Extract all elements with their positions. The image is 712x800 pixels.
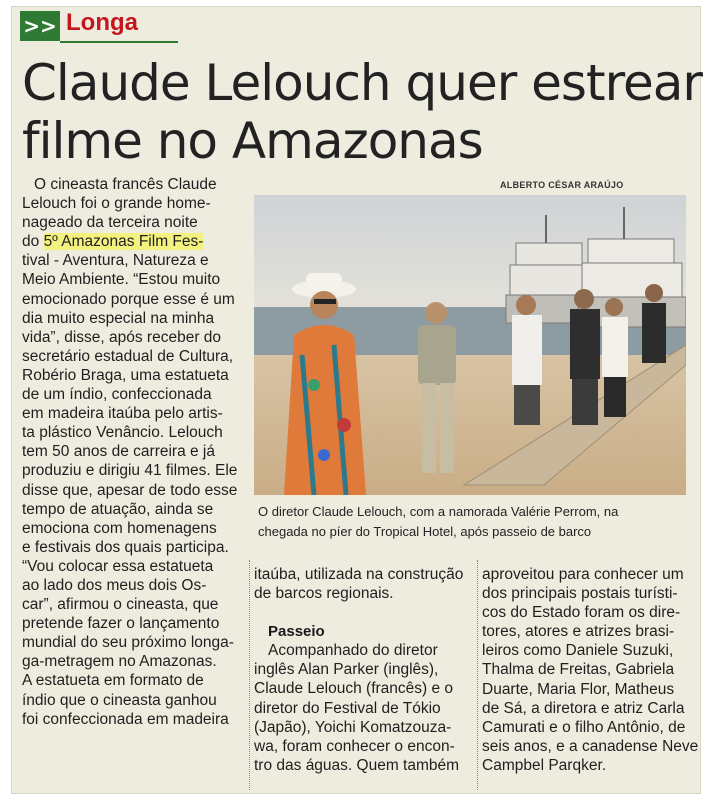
body-line: wa, foram conhecer o encon-	[254, 737, 455, 755]
body-line: cos do Estado foram os dire-	[482, 604, 681, 622]
body-line: Acompanhado do diretor	[268, 642, 438, 660]
headline-line-2: filme no Amazonas	[22, 112, 483, 170]
body-line: e festivais dos quais participa.	[22, 538, 229, 556]
body-line: tro das águas. Quem também	[254, 756, 460, 774]
photo-illustration	[254, 195, 686, 495]
body-line: índio que o cineasta ganhou	[22, 691, 217, 709]
body-line: Thalma de Freitas, Gabriela	[482, 661, 675, 679]
body-line: Camurati e o filho Antônio, de	[482, 718, 686, 736]
body-line: nageado da terceira noite	[22, 214, 198, 232]
body-line: pretende fazer o lançamento	[22, 615, 220, 633]
article-column-3	[482, 565, 699, 775]
body-line: emocionado porque esse é um	[22, 290, 235, 308]
body-line: vida”, disse, após receber do	[22, 328, 222, 346]
body-text: do	[22, 233, 44, 251]
column-divider	[477, 560, 479, 790]
article-column-2	[254, 565, 474, 775]
body-line: ao lado dos meus dois Os-	[22, 576, 207, 594]
body-line: Claude Lelouch (francês) e o	[254, 680, 454, 698]
body-line: de Sá, a diretora e atriz Carla	[482, 699, 685, 717]
body-line: tem 50 anos de carreira e já	[22, 443, 215, 461]
body-line: de barcos regionais.	[254, 585, 394, 603]
body-line: (Japão), Yoichi Komatzouza-	[254, 718, 452, 736]
body-line: dos principais postais turísti-	[482, 585, 678, 603]
section-rule	[60, 41, 178, 43]
article-column-1	[22, 175, 247, 729]
photo-credit: ALBERTO CÉSAR ARAÚJO	[500, 180, 624, 190]
body-line: Duarte, Maria Flor, Matheus	[482, 680, 675, 698]
body-line: emociona com homenagens	[22, 519, 217, 537]
body-line: em madeira itaúba pelo artis-	[22, 405, 223, 423]
body-line: Meio Ambiente. “Estou muito	[22, 271, 221, 289]
spacer	[254, 603, 474, 622]
body-line: aproveitou para conhecer um	[482, 566, 684, 583]
body-line: A estatueta em formato de	[22, 672, 204, 690]
body-line: tores, atores e atrizes brasi-	[482, 623, 675, 641]
body-line: secretário estadual de Cultura,	[22, 347, 234, 365]
subheading: Passeio	[268, 623, 325, 641]
caption-line-1: O diretor Claude Lelouch, com a namorada Valérie Perrom, na	[258, 504, 619, 519]
body-line: seis anos, e a canadense Neve	[482, 737, 699, 755]
body-line: leiros como Daniele Suzuki,	[482, 642, 674, 660]
body-line: “Vou colocar essa estatueta	[22, 557, 214, 575]
body-line: Lelouch foi o grande home-	[22, 195, 211, 213]
body-line: dia muito especial na minha	[22, 309, 215, 327]
headline	[22, 54, 702, 170]
body-line: itaúba, utilizada na construção	[254, 566, 464, 583]
body-line: ta plástico Venâncio. Lelouch	[22, 424, 223, 442]
body-line: disse que, apesar de todo esse	[22, 481, 238, 499]
section-label: Longa	[66, 9, 138, 36]
body-line: tempo de atuação, ainda se	[22, 500, 214, 518]
body-line: car”, afirmou o cineasta, que	[22, 596, 219, 614]
body-line	[22, 232, 247, 251]
news-photo	[254, 195, 686, 495]
body-line: Campbel Parqker.	[482, 756, 607, 774]
headline-line-1: Claude Lelouch quer estrear	[22, 54, 702, 112]
section-tag	[20, 11, 160, 41]
body-line: inglês Alan Parker (inglês),	[254, 661, 439, 679]
photo-caption	[258, 502, 686, 542]
column-divider	[249, 560, 251, 790]
body-line: produziu e dirigiu 41 filmes. Ele	[22, 462, 238, 480]
double-chevron-icon: >>	[20, 11, 60, 41]
body-line: ga-metragem no Amazonas.	[22, 653, 217, 671]
caption-line-2: chegada no píer do Tropical Hotel, após passeio de barco	[258, 524, 592, 539]
body-line: de um índio, confeccionada	[22, 386, 212, 404]
body-line: Robério Braga, uma estatueta	[22, 366, 229, 384]
highlighted-text: 5º Amazonas Film Fes-	[43, 233, 204, 251]
body-line: tival - Aventura, Natureza e	[22, 252, 209, 270]
body-line: O cineasta francês Claude	[34, 176, 217, 193]
body-line: foi confeccionada em madeira	[22, 710, 229, 728]
body-line: diretor do Festival de Tókio	[254, 699, 441, 717]
body-line: mundial do seu próximo longa-	[22, 634, 234, 652]
